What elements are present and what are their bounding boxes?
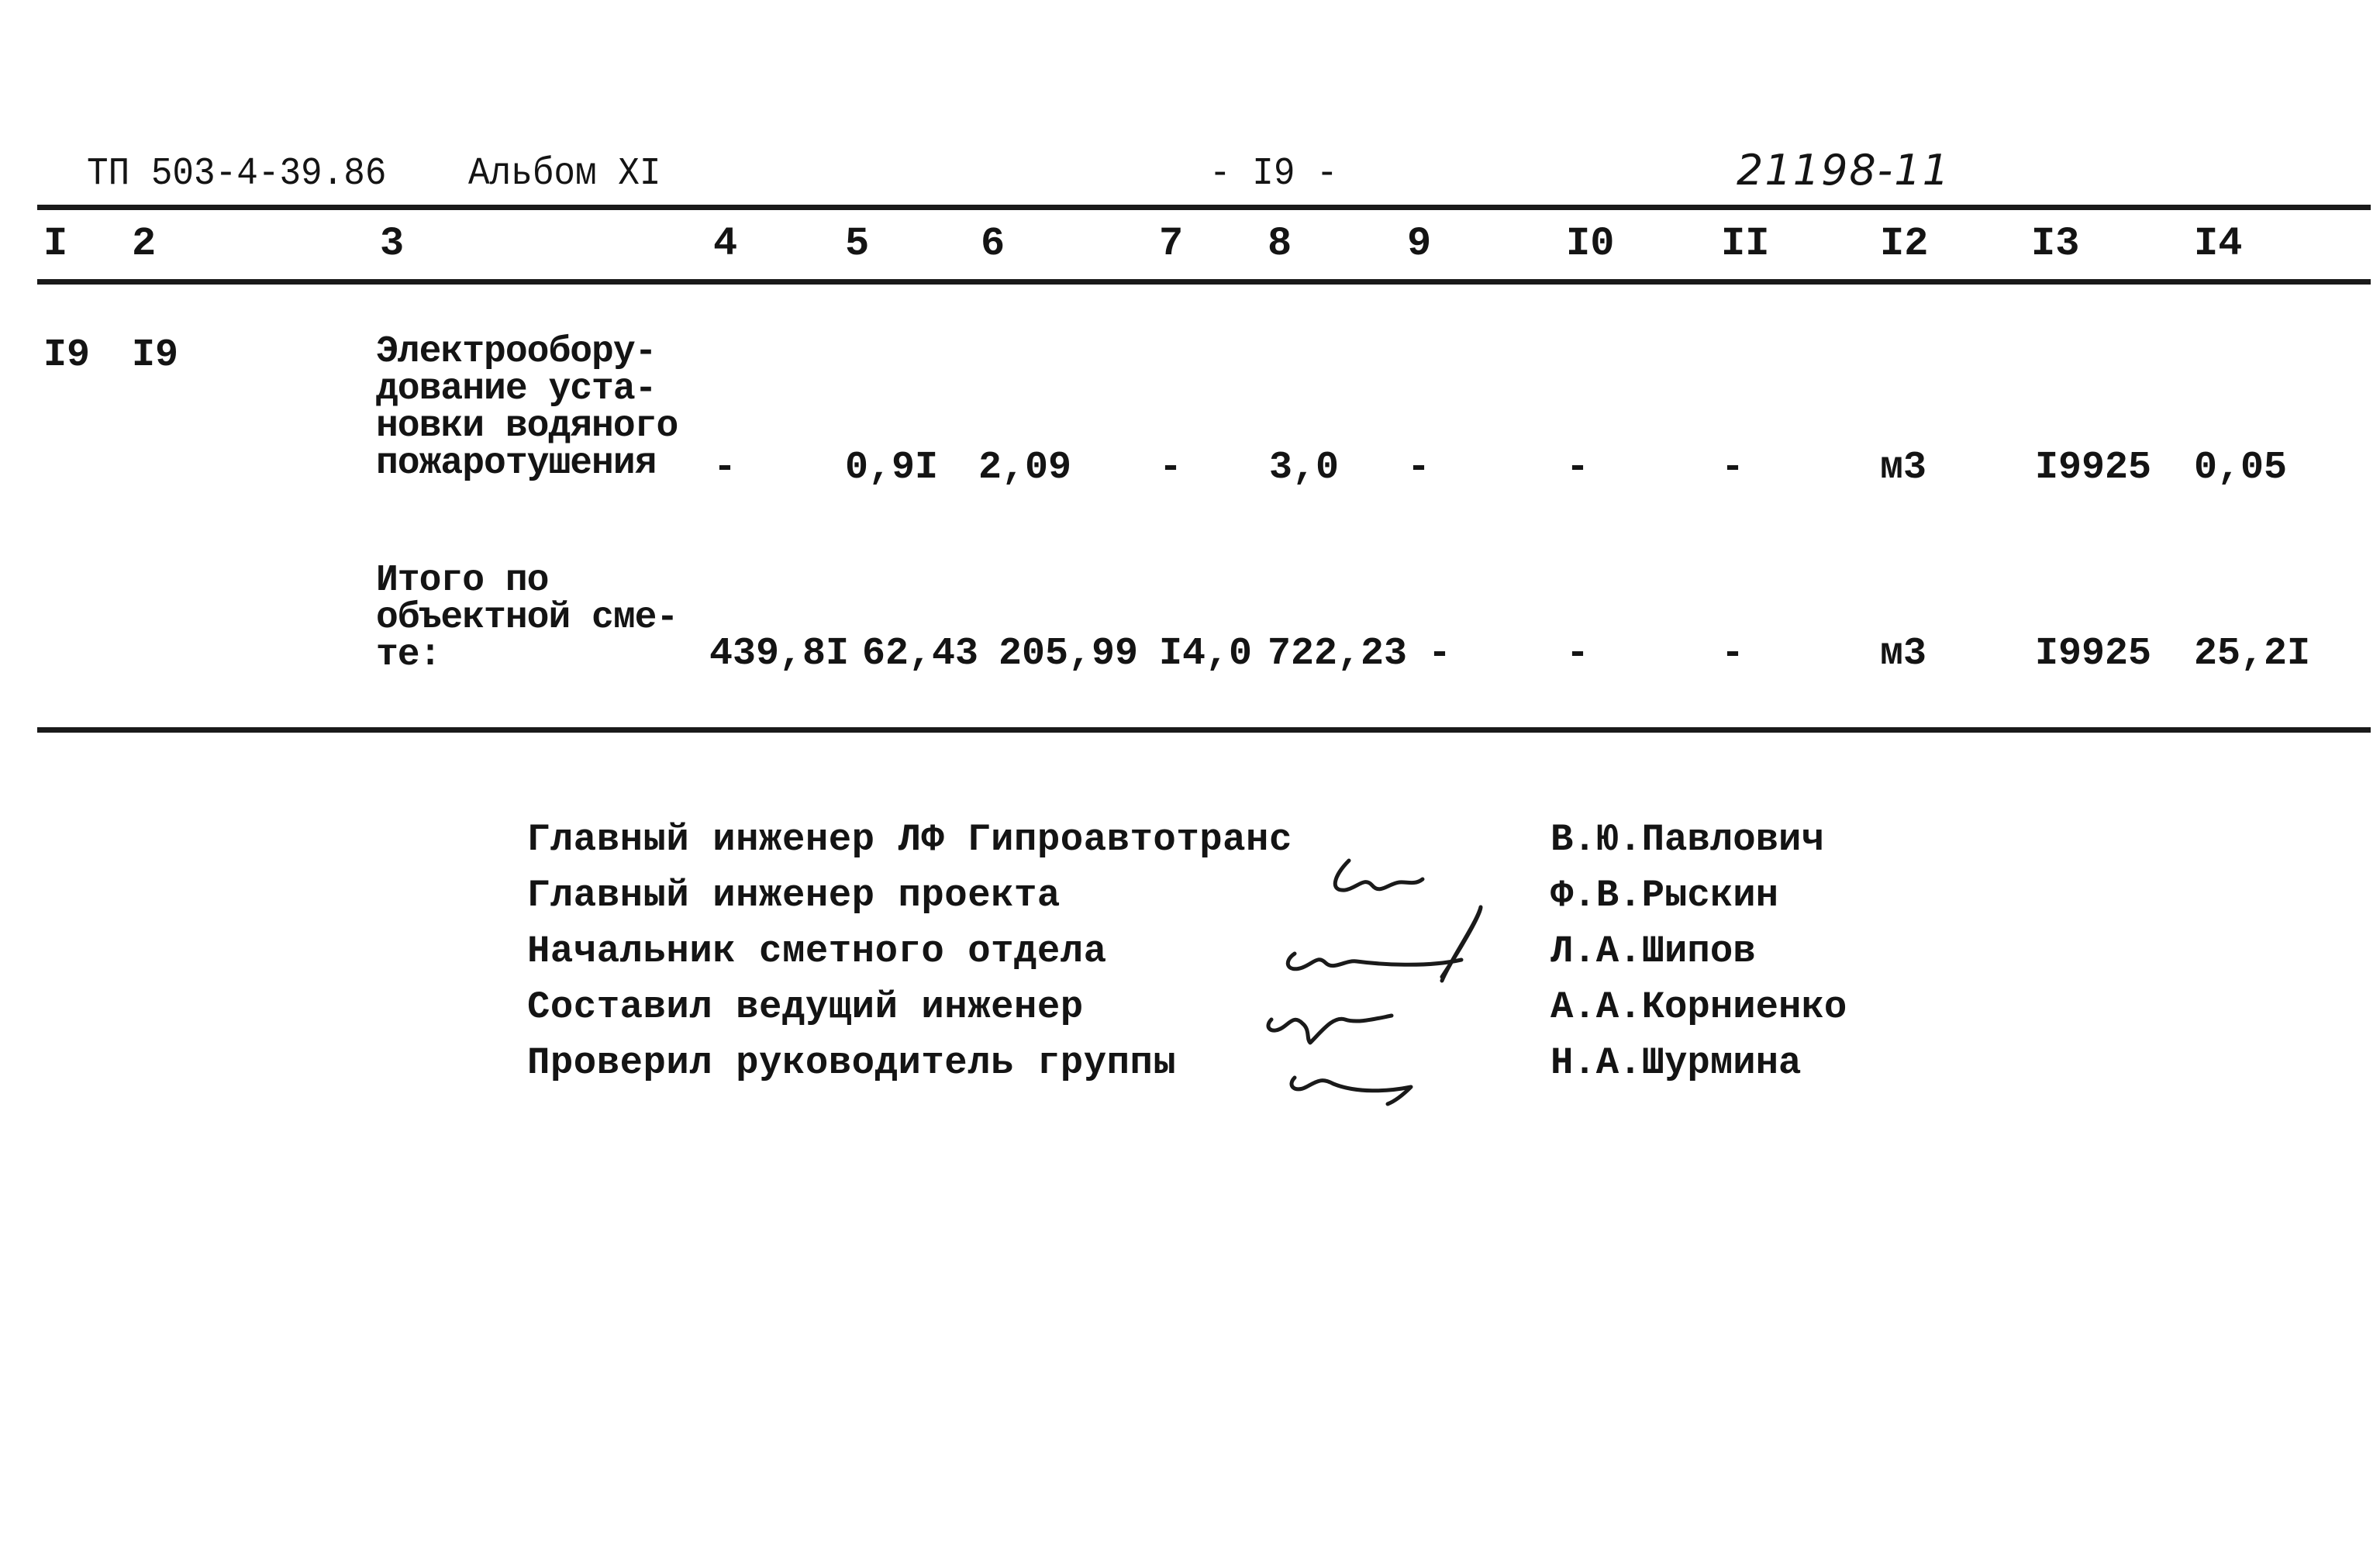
page-number: - I9 -: [1209, 152, 1338, 196]
cell-col11: -: [1721, 446, 1745, 490]
cell-unit: м3: [1880, 446, 1927, 490]
column-number: I: [43, 221, 68, 267]
signatory-name: В.Ю.Павлович: [1550, 818, 1824, 861]
album-label: Альбом XI: [468, 152, 661, 196]
column-number: I0: [1566, 221, 1615, 267]
cell-col4: -: [713, 446, 737, 490]
cell-col5: 62,43: [862, 632, 979, 676]
cell-description: Электрообору- дование уста- новки водяного пожаротушения: [376, 331, 678, 485]
cell-col6: 2,09: [978, 446, 1072, 490]
doc-number: 21198-11: [1737, 146, 1951, 195]
signatory-title: Главный инженер ЛФ Гипроавтотранс: [527, 818, 1292, 861]
column-number: 5: [845, 221, 870, 267]
cell-col7: I4,0: [1159, 632, 1253, 676]
signatory-name: Н.А.Шурмина: [1550, 1041, 1802, 1085]
cell-col4: 439,8I: [709, 632, 850, 676]
signatory-name: Ф.В.Рыскин: [1550, 874, 1779, 917]
cell-col9: -: [1428, 632, 1452, 676]
column-number: I3: [2031, 221, 2080, 267]
signatory-title: Главный инженер проекта: [527, 874, 1061, 917]
column-number: 8: [1268, 221, 1292, 267]
signatory-title: Составил ведущий инженер: [527, 985, 1084, 1029]
column-number: I2: [1880, 221, 1929, 267]
cell-col7: -: [1159, 446, 1183, 490]
column-number: 4: [713, 221, 738, 267]
top-rule: [37, 205, 2371, 210]
signatory-name: Л.А.Шипов: [1550, 930, 1756, 973]
cell-description: Итого по объектной сме- те:: [376, 560, 678, 676]
cell-col11: -: [1721, 632, 1745, 676]
column-number: 9: [1407, 221, 1432, 267]
cell-col2: I9: [132, 333, 179, 378]
cell-col6: 205,99: [999, 632, 1139, 676]
header-rule: [37, 279, 2371, 285]
handwritten-signatures: [1248, 845, 1543, 1109]
cell-col1: I9: [43, 333, 91, 378]
column-number: 6: [981, 221, 1005, 267]
cell-col14: 25,2I: [2194, 632, 2311, 676]
cell-col13: I9925: [2035, 446, 2152, 490]
signatory-title: Начальник сметного отдела: [527, 930, 1107, 973]
column-number: 3: [380, 221, 405, 267]
bottom-rule: [37, 727, 2371, 733]
cell-col8: 3,0: [1269, 446, 1340, 490]
cell-col10: -: [1566, 632, 1590, 676]
cell-col9: -: [1407, 446, 1431, 490]
document-code: ТП 503-4-39.86: [87, 152, 387, 196]
signatory-title: Проверил руководитель группы: [527, 1041, 1177, 1085]
cell-col5: 0,9I: [845, 446, 939, 490]
cell-col13: I9925: [2035, 632, 2152, 676]
column-number: I4: [2194, 221, 2243, 267]
column-number: II: [1721, 221, 1770, 267]
cell-unit: м3: [1880, 632, 1927, 676]
cell-col14: 0,05: [2194, 446, 2288, 490]
column-number: 2: [132, 221, 157, 267]
cell-col8: 722,23: [1268, 632, 1408, 676]
cell-col10: -: [1566, 446, 1590, 490]
signatory-name: А.А.Корниенко: [1550, 985, 1847, 1029]
column-number: 7: [1159, 221, 1184, 267]
